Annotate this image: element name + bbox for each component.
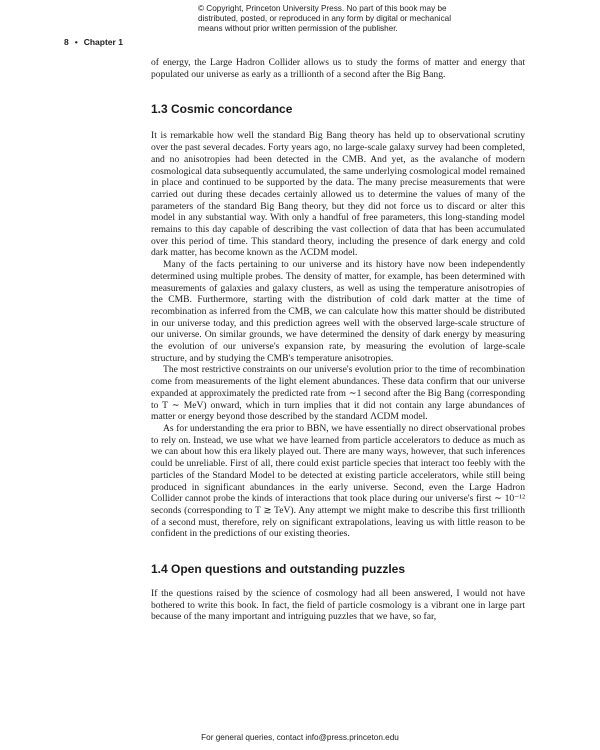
intro-paragraph: of energy, the Large Hadron Collider allows us to study the forms of matter and energy that populated our universe as early as a trillionth of a second after the Big Bang. [151,57,525,80]
paragraph: If the questions raised by the science of cosmology had all been answered, I would not have bothered to write this book. In fact, the field of particle cosmology is a vibrant one in large part because of the many important and intriguing puzzles that we have, so far, [151,588,525,623]
section-heading-1-3: 1.3 Cosmic concordance [151,102,293,117]
copyright-notice [198,4,498,35]
paragraph: It is remarkable how well the standard Big Bang theory has held up to observational scrutiny over the past several decades. Forty years ago, no large-scale galaxy survey had been completed, and no anisotropies had been detected in the CMB. And yet, as the avalanche of modern cosmological data subsequently accumulated, the same underlying cosmological model remained in place and continued to be supported by the data. The many precise measurements that were carried out during these decades certainly allowed us to determine the values of many of the parameters of the standard Big Bang theory, but they did not force us to discard or alter this model in any substantial way. With only a handful of free parameters, this long-standing model remains to this day capable of describing the vast collection of data that has been accumulated over this period of time. This standard theory, including the presence of dark energy and cold dark matter, has become known as the ΛCDM model. [151,130,525,259]
paragraph: The most restrictive constraints on our universe's evolution prior to the time of recombination come from measurements of the light element abundances. These data confirm that our universe expanded at approximately the predicted rate from ∼1 second after the Big Bang (corresponding to T ∼ MeV) onward, which in turn implies that it did not contain any large abundances of matter or energy beyond those described by the standard ΛCDM model. [151,364,525,423]
page-body [151,57,525,623]
chapter-label: Chapter 1 [83,37,123,47]
running-head [64,37,129,47]
copyright-line: © Copyright, Princeton University Press. No part of this book may be [198,4,447,13]
copyright-line: distributed, posted, or reproduced in any form by digital or mechanical [198,14,452,24]
paragraph: As for understanding the era prior to BBN, we have essentially no direct observational probes to rely on. Instead, we use what we have learned from particle accelerators to deduce as much as we can about how this era likely played out. There are many ways, however, that such inferences could be unreliable. First of all, there could exist particle species that interact too feebly with the particles of the Standard Model to be detected at existing particle accelerators, while still being produced in significant abundances in the early universe. Second, even the Large Hadron Collider cannot probe the kinds of interactions that took place during our universe's first ∼ 10⁻¹² seconds (corresponding to T ≳ TeV). Any attempt we might make to describe this first trillionth of a second must, therefore, rely on significant extrapolations, leaving us with little reason to be confident in the predictions of our existing theories. [151,422,525,540]
page-number: 8 [64,37,69,47]
paragraph: Many of the facts pertaining to our universe and its history have now been independently determined using multiple probes. The density of matter, for example, has been determined with measurements of galaxies and galaxy clusters, as well as using the temperature anisotropies of the CMB. Furthermore, starting with the distribution of cold dark matter at the time of recombination as inferred from the CMB, we can calculate how this matter should be distributed in our universe today, and this prediction agrees well with the observed large-scale structure of our universe. On similar grounds, we have determined the density of dark energy by measuring the evolution of our universe's expansion rate, by measuring the evolution of large-scale structure, and by studying the CMB's temperature anisotropies. [151,259,525,364]
footer-contact: For general queries, contact info@press.princeton.edu [201,733,399,742]
section-heading-1-4: 1.4 Open questions and outstanding puzzles [151,562,406,577]
separator-bullet: • [74,37,78,47]
copyright-line: means without prior written permission of the publisher. [198,24,398,34]
